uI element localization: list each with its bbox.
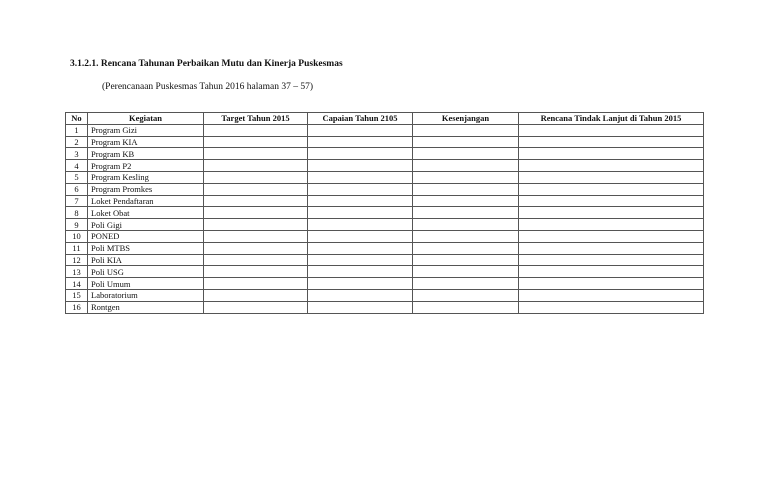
rencana-cell	[519, 148, 704, 160]
row-kegiatan: Program Kesling	[88, 171, 204, 183]
row-kegiatan: Poli USG	[88, 266, 204, 278]
kesenjangan-cell	[413, 207, 519, 219]
kesenjangan-cell	[413, 278, 519, 290]
row-kegiatan: Loket Obat	[88, 207, 204, 219]
kesenjangan-cell	[413, 148, 519, 160]
rencana-cell	[519, 266, 704, 278]
capaian-cell	[308, 136, 413, 148]
target-cell	[204, 230, 308, 242]
rencana-cell	[519, 136, 704, 148]
rencana-cell	[519, 278, 704, 290]
row-number: 16	[66, 301, 88, 313]
table-row	[66, 171, 704, 183]
table-header-row	[66, 113, 704, 125]
capaian-cell	[308, 207, 413, 219]
capaian-cell	[308, 171, 413, 183]
table-row	[66, 160, 704, 172]
capaian-cell	[308, 124, 413, 136]
target-cell	[204, 183, 308, 195]
capaian-cell	[308, 219, 413, 231]
header-target: Target Tahun 2015	[204, 113, 308, 125]
target-cell	[204, 219, 308, 231]
row-kegiatan: Poli KIA	[88, 254, 204, 266]
capaian-cell	[308, 278, 413, 290]
table-row	[66, 278, 704, 290]
header-no: No	[66, 113, 88, 125]
rencana-cell	[519, 254, 704, 266]
row-kegiatan: Laboratorium	[88, 289, 204, 301]
rencana-cell	[519, 219, 704, 231]
rencana-cell	[519, 230, 704, 242]
table-body	[66, 124, 704, 313]
target-cell	[204, 254, 308, 266]
header-rencana-tindak-lanjut: Rencana Tindak Lanjut di Tahun 2015	[519, 113, 704, 125]
row-number: 8	[66, 207, 88, 219]
row-kegiatan: Program Gizi	[88, 124, 204, 136]
capaian-cell	[308, 230, 413, 242]
table-row	[66, 136, 704, 148]
kesenjangan-cell	[413, 242, 519, 254]
kesenjangan-cell	[413, 183, 519, 195]
kesenjangan-cell	[413, 219, 519, 231]
row-number: 6	[66, 183, 88, 195]
rencana-cell	[519, 124, 704, 136]
target-cell	[204, 242, 308, 254]
row-kegiatan: Poli Gigi	[88, 219, 204, 231]
row-number: 10	[66, 230, 88, 242]
target-cell	[204, 124, 308, 136]
row-number: 15	[66, 289, 88, 301]
capaian-cell	[308, 148, 413, 160]
section-subheading: (Perencanaan Puskesmas Tahun 2016 halaman 37 – 57)	[102, 82, 314, 92]
row-kegiatan: Poli MTBS	[88, 242, 204, 254]
table-row	[66, 289, 704, 301]
table-row	[66, 242, 704, 254]
quality-plan-table	[65, 112, 704, 314]
kesenjangan-cell	[413, 266, 519, 278]
target-cell	[204, 171, 308, 183]
table-row	[66, 219, 704, 231]
row-kegiatan: Program P2	[88, 160, 204, 172]
header-capaian: Capaian Tahun 2105	[308, 113, 413, 125]
row-kegiatan: Poli Umum	[88, 278, 204, 290]
rencana-cell	[519, 289, 704, 301]
rencana-cell	[519, 183, 704, 195]
capaian-cell	[308, 242, 413, 254]
target-cell	[204, 148, 308, 160]
row-number: 3	[66, 148, 88, 160]
row-number: 1	[66, 124, 88, 136]
rencana-cell	[519, 207, 704, 219]
target-cell	[204, 207, 308, 219]
target-cell	[204, 301, 308, 313]
row-number: 7	[66, 195, 88, 207]
row-kegiatan: Rontgen	[88, 301, 204, 313]
kesenjangan-cell	[413, 124, 519, 136]
header-kegiatan: Kegiatan	[88, 113, 204, 125]
row-number: 2	[66, 136, 88, 148]
table-row	[66, 195, 704, 207]
table-row	[66, 148, 704, 160]
kesenjangan-cell	[413, 254, 519, 266]
kesenjangan-cell	[413, 301, 519, 313]
target-cell	[204, 266, 308, 278]
row-kegiatan: Program KB	[88, 148, 204, 160]
row-number: 9	[66, 219, 88, 231]
kesenjangan-cell	[413, 160, 519, 172]
row-number: 13	[66, 266, 88, 278]
capaian-cell	[308, 160, 413, 172]
target-cell	[204, 278, 308, 290]
header-kesenjangan: Kesenjangan	[413, 113, 519, 125]
table-row	[66, 183, 704, 195]
row-number: 5	[66, 171, 88, 183]
row-number: 12	[66, 254, 88, 266]
table-row	[66, 254, 704, 266]
table-row	[66, 124, 704, 136]
rencana-cell	[519, 160, 704, 172]
capaian-cell	[308, 301, 413, 313]
table-row	[66, 207, 704, 219]
kesenjangan-cell	[413, 289, 519, 301]
row-kegiatan: Program Promkes	[88, 183, 204, 195]
row-number: 11	[66, 242, 88, 254]
kesenjangan-cell	[413, 171, 519, 183]
kesenjangan-cell	[413, 195, 519, 207]
row-number: 4	[66, 160, 88, 172]
row-kegiatan: Program KIA	[88, 136, 204, 148]
rencana-cell	[519, 242, 704, 254]
row-kegiatan: PONED	[88, 230, 204, 242]
row-kegiatan: Loket Pendaftaran	[88, 195, 204, 207]
capaian-cell	[308, 195, 413, 207]
table-row	[66, 230, 704, 242]
capaian-cell	[308, 266, 413, 278]
section-heading: 3.1.2.1. Rencana Tahunan Perbaikan Mutu dan Kinerja Puskesmas	[70, 59, 343, 69]
table-row	[66, 301, 704, 313]
kesenjangan-cell	[413, 136, 519, 148]
kesenjangan-cell	[413, 230, 519, 242]
rencana-cell	[519, 171, 704, 183]
capaian-cell	[308, 254, 413, 266]
table-row	[66, 266, 704, 278]
capaian-cell	[308, 289, 413, 301]
rencana-cell	[519, 195, 704, 207]
target-cell	[204, 289, 308, 301]
row-number: 14	[66, 278, 88, 290]
target-cell	[204, 195, 308, 207]
target-cell	[204, 136, 308, 148]
rencana-cell	[519, 301, 704, 313]
target-cell	[204, 160, 308, 172]
capaian-cell	[308, 183, 413, 195]
